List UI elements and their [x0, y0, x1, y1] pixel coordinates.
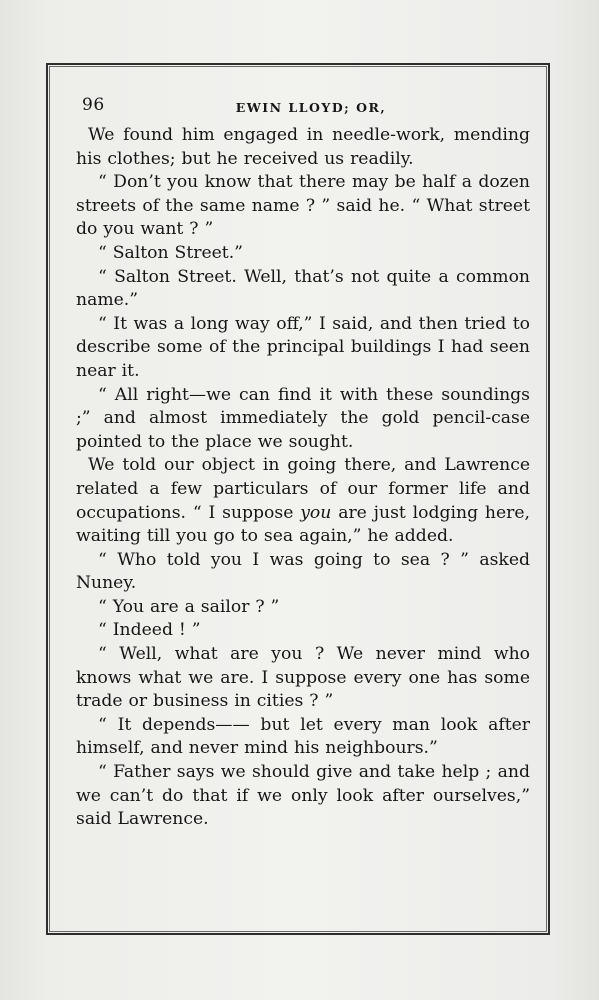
paragraph: “ It was a long way off,” I said, and then tried to describe some of the principal buildings I had seen near it.	[76, 313, 530, 381]
paragraph: “ All right—we can find it with these soundings ;” and almost immediately the gold pencil-case pointed to the place we sought.	[76, 384, 530, 452]
emphasis-text: you	[300, 502, 332, 523]
paragraph: “ Indeed ! ”	[98, 620, 201, 641]
paragraph: “ Salton Street.”	[98, 242, 243, 263]
paragraph: “ Well, what are you ? We never mind who knows what we are. I suppose every one has some trade or business in cities ? ”	[76, 644, 530, 712]
paragraph-text: “ I suppose	[192, 502, 301, 523]
paragraph: We found him engaged in needle-work, mending his clothes; but he received us readily.	[76, 125, 530, 169]
paragraph-text: are just lodging here, waiting till you go to sea again,” he added.	[76, 502, 530, 547]
paragraph: “ It depends—— but let every man look after himself, and never mind his neighbours.”	[76, 714, 530, 759]
running-title: EWIN LLOYD; OR,	[235, 100, 387, 115]
paragraph: “ Don’t you know that there may be half a dozen streets of the same name ? ” said he. “ What street do you want ? ”	[76, 172, 530, 240]
paragraph: “ Father says we should give and take help ; and we can’t do that if we only look after ourselves,” said Lawrence.	[76, 762, 530, 830]
paragraph-text: We told our object in going there, and Lawrence related a few particulars of our former life and occupations.	[76, 455, 530, 523]
paragraph: “ Salton Street. Well, that’s not quite a common name.”	[76, 266, 530, 311]
paragraph: “ You are a sailor ? ”	[98, 596, 280, 617]
running-head	[76, 94, 530, 120]
page-number: 96	[82, 95, 105, 115]
page-body	[76, 94, 530, 832]
paragraph	[76, 454, 530, 548]
paragraph: “ Who told you I was going to sea ? ” asked Nuney.	[76, 549, 530, 594]
